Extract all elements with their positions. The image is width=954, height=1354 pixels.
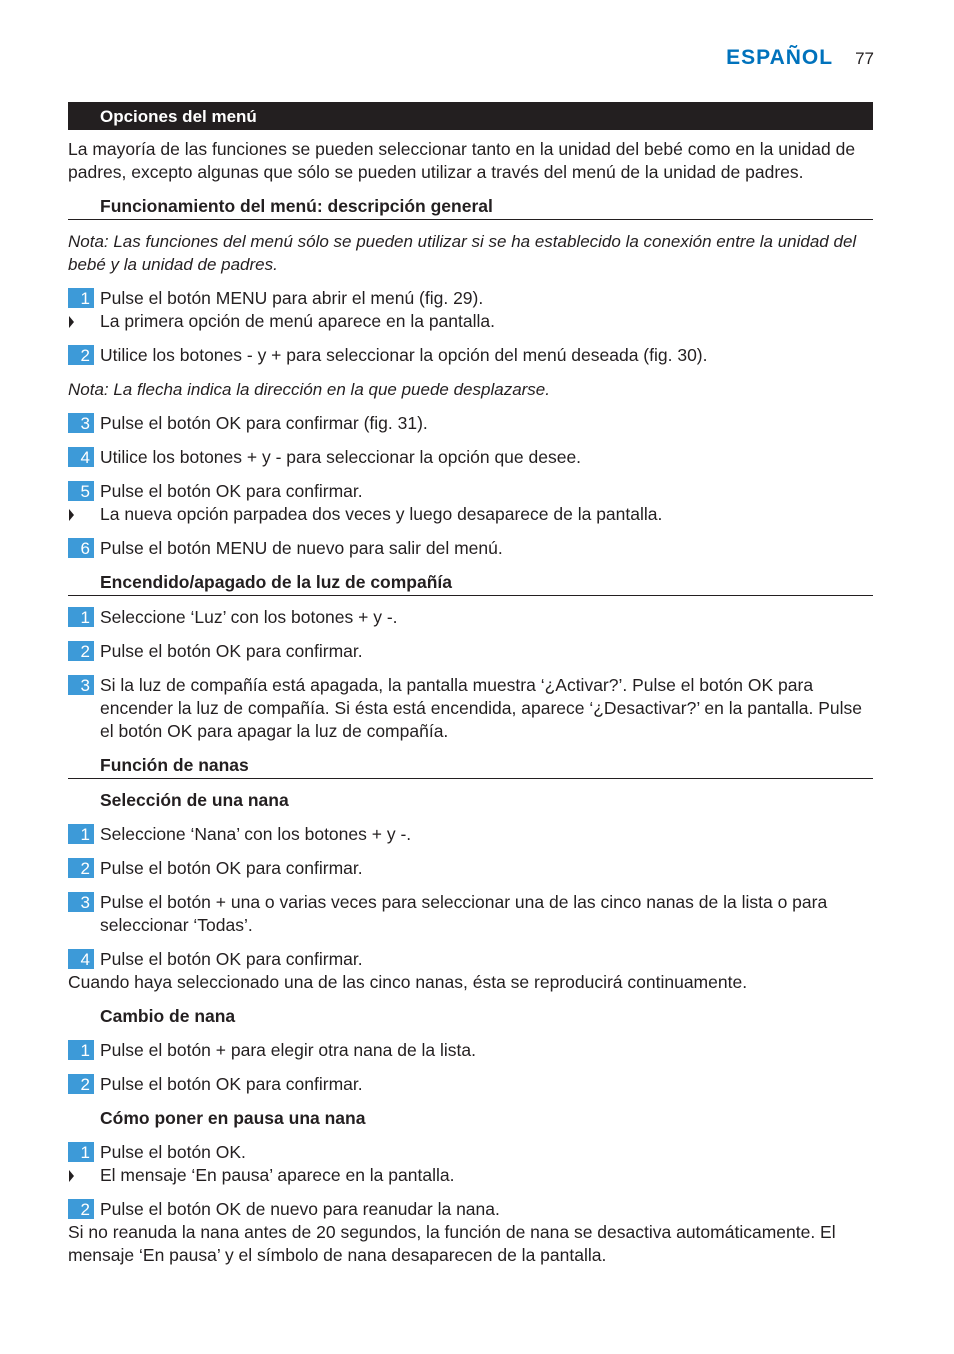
step-text: Pulse el botón OK para confirmar. (100, 481, 363, 501)
step-number: 1 (68, 1142, 94, 1162)
step-number: 3 (68, 675, 94, 695)
overview-note: Nota: Las funciones del menú sólo se pueden utilizar si se ha establecido la conexión entre la unidad del bebé y la unidad de padres. (68, 232, 857, 274)
step-text: Seleccione ‘Nana’ con los botones + y -. (100, 824, 412, 844)
arrow-note: Nota: La flecha indica la dirección en la que puede desplazarse. (68, 380, 550, 399)
step-text: Pulse el botón + para elegir otra nana de la lista. (100, 1040, 477, 1060)
step-item (68, 287, 873, 310)
step-text: Pulse el botón OK de nuevo para reanudar la nana. (100, 1199, 500, 1219)
step-item (68, 412, 873, 435)
result-arrow-icon (68, 310, 100, 333)
step-item (68, 640, 873, 663)
language-label: ESPAÑOL (726, 46, 834, 69)
step-item (68, 606, 873, 629)
step-result (68, 503, 873, 526)
step-item (68, 823, 873, 846)
page-content (68, 102, 873, 1278)
result-arrow-icon (68, 503, 100, 526)
lullaby-select-heading: Selección de una nana (100, 790, 289, 810)
step-item (68, 857, 873, 880)
step-text: Seleccione ‘Luz’ con los botones + y -. (100, 607, 398, 627)
step-text: Pulse el botón OK para confirmar. (100, 949, 363, 969)
step-number: 2 (68, 1074, 94, 1094)
step-item (68, 446, 873, 469)
step-text: Pulse el botón + una o varias veces para seleccionar una de las cinco nanas de la lista o para seleccionar ‘Todas’. (100, 892, 828, 935)
result-text: El mensaje ‘En pausa’ aparece en la pantalla. (100, 1165, 455, 1185)
step-result (68, 310, 873, 333)
step-item (68, 1073, 873, 1096)
lullaby-pause-heading: Cómo poner en pausa una nana (100, 1108, 366, 1128)
lullaby-change-heading: Cambio de nana (100, 1006, 236, 1026)
step-number: 3 (68, 892, 94, 912)
step-text: Pulse el botón MENU de nuevo para salir del menú. (100, 538, 503, 558)
step-item (68, 344, 873, 367)
step-result (68, 1164, 873, 1187)
step-item (68, 480, 873, 503)
section-title-bar: Opciones del menú (68, 102, 873, 130)
step-item (68, 1039, 873, 1062)
step-text: Utilice los botones - y + para seleccionar la opción del menú deseada (fig. 30). (100, 345, 708, 365)
step-number: 6 (68, 538, 94, 558)
step-text: Utilice los botones + y - para seleccionar la opción que desee. (100, 447, 582, 467)
step-number: 5 (68, 481, 94, 501)
step-number: 2 (68, 858, 94, 878)
step-number: 3 (68, 413, 94, 433)
lullaby-heading: Función de nanas (68, 754, 873, 779)
step-item (68, 537, 873, 560)
step-number: 4 (68, 447, 94, 467)
page-number: 77 (855, 49, 874, 68)
step-item (68, 891, 873, 937)
step-text: Si la luz de compañía está apagada, la pantalla muestra ‘¿Activar?’. Pulse el botón OK para encender la luz de compañía. Si ésta está encendida, aparece ‘¿Desactivar?’ en la pantalla. Pulse el botón OK para apagar la luz de compañía. (100, 675, 863, 741)
step-number: 1 (68, 607, 94, 627)
step-number: 2 (68, 345, 94, 365)
overview-heading: Funcionamiento del menú: descripción general (68, 195, 873, 220)
intro-paragraph: La mayoría de las funciones se pueden seleccionar tanto en la unidad del bebé como en la unidad de padres, excepto algunas que sólo se pueden utilizar a través del menú de la unidad de padres. (68, 139, 856, 182)
step-number: 2 (68, 1199, 94, 1219)
step-number: 4 (68, 949, 94, 969)
lullaby-pause-after: Si no reanuda la nana antes de 20 segundos, la función de nana se desactiva automáticamente. El mensaje ‘En pausa’ y el símbolo de nana desaparecen de la pantalla. (68, 1222, 836, 1265)
step-text: Pulse el botón OK para confirmar (fig. 31). (100, 413, 428, 433)
step-text: Pulse el botón OK para confirmar. (100, 641, 363, 661)
step-number: 2 (68, 641, 94, 661)
light-heading: Encendido/apagado de la luz de compañía (68, 571, 873, 596)
step-item (68, 1198, 873, 1221)
step-number: 1 (68, 288, 94, 308)
step-text: Pulse el botón OK para confirmar. (100, 1074, 363, 1094)
step-text: Pulse el botón OK para confirmar. (100, 858, 363, 878)
step-number: 1 (68, 1040, 94, 1060)
step-number: 1 (68, 824, 94, 844)
result-text: La primera opción de menú aparece en la pantalla. (100, 311, 495, 331)
step-text: Pulse el botón OK. (100, 1142, 246, 1162)
step-item (68, 1141, 873, 1164)
lullaby-select-after: Cuando haya seleccionado una de las cinco nanas, ésta se reproducirá continuamente. (68, 972, 748, 992)
result-arrow-icon (68, 1164, 100, 1187)
step-text: Pulse el botón MENU para abrir el menú (fig. 29). (100, 288, 484, 308)
result-text: La nueva opción parpadea dos veces y luego desaparece de la pantalla. (100, 504, 663, 524)
step-item (68, 948, 873, 971)
page-header (726, 46, 874, 70)
step-item (68, 674, 873, 743)
